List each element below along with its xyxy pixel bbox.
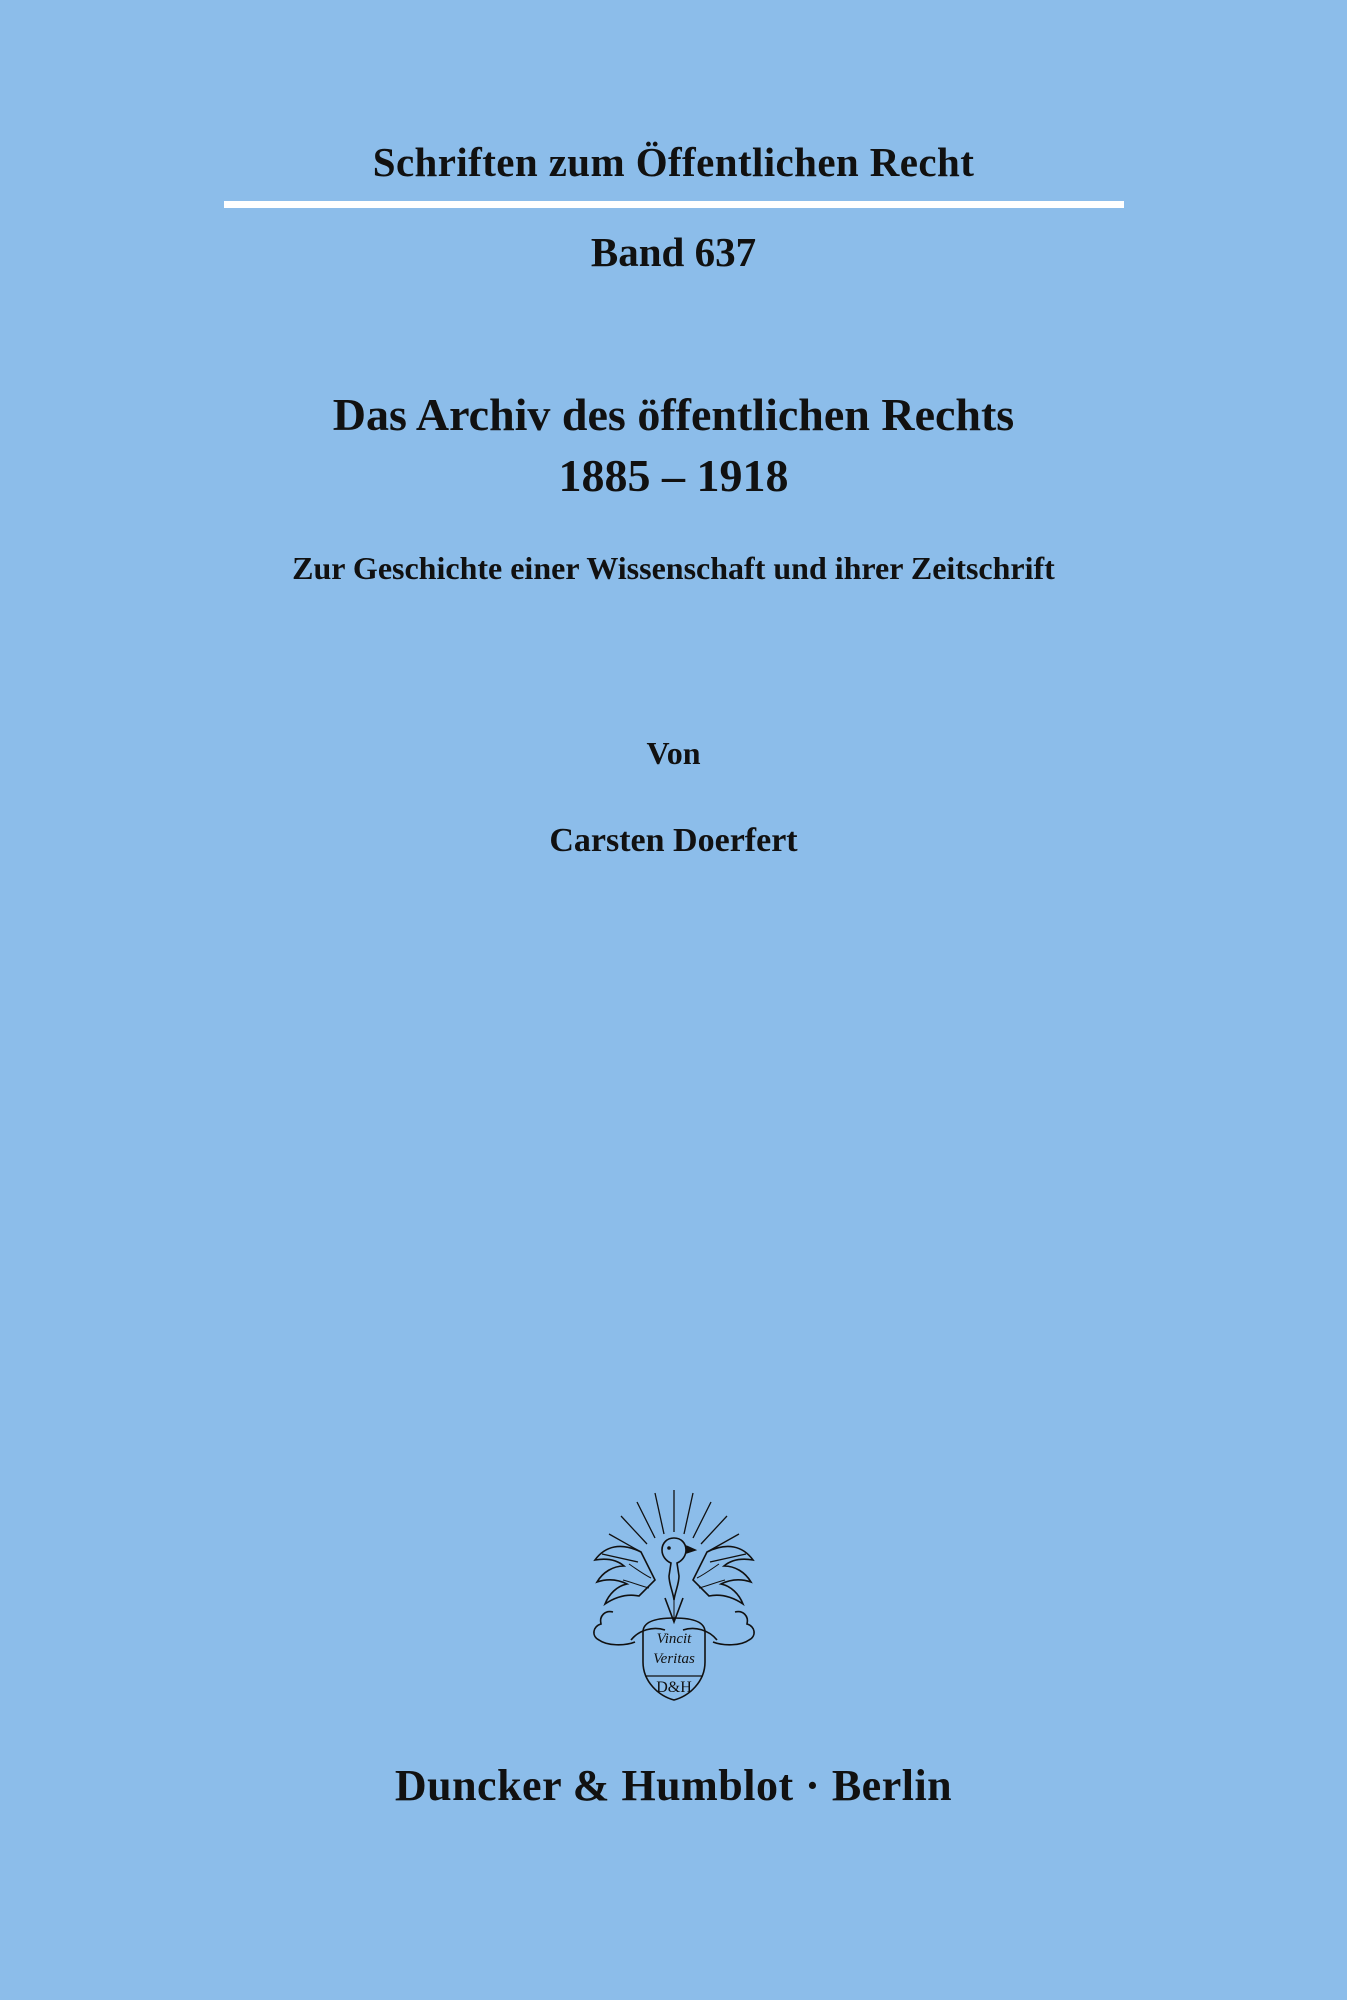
author-by-label: Von xyxy=(646,735,701,771)
publisher-logo xyxy=(0,1480,1347,1710)
series-title: Schriften zum Öffentlichen Recht xyxy=(372,139,975,185)
author-block xyxy=(0,735,1347,860)
series-block xyxy=(0,140,1347,276)
series-divider-rule xyxy=(224,201,1124,208)
series-volume: Band 637 xyxy=(590,229,757,276)
logo-motto-line-2: Veritas xyxy=(652,1651,695,1667)
logo-monogram: D&H xyxy=(655,1679,692,1696)
book-title-line-2: 1885 – 1918 xyxy=(558,449,789,501)
book-title-line-1: Das Archiv des öffentlichen Rechts xyxy=(332,389,1015,440)
duncker-humblot-eagle-logo-icon xyxy=(569,1480,779,1710)
title-block xyxy=(0,385,1347,590)
author-name: Carsten Doerfert xyxy=(549,822,798,859)
book-subtitle: Zur Geschichte einer Wissenschaft und ihrer Zeitschrift xyxy=(292,550,1055,587)
publisher-imprint: Duncker & Humblot · Berlin xyxy=(394,1761,953,1810)
logo-motto-line-1: Vincit xyxy=(656,1631,691,1647)
